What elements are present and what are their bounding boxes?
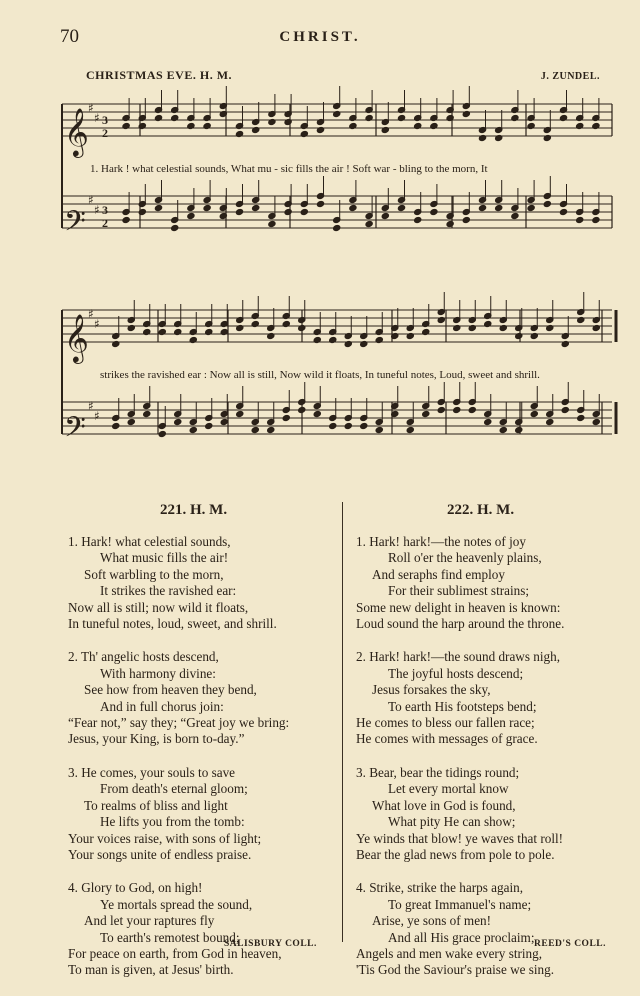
verse-line: With harmony divine: (100, 665, 216, 681)
verse-line: To realms of bliss and light (84, 797, 228, 813)
verse-line: 3. He comes, your souls to save (68, 764, 236, 780)
verse-line: To earth His footsteps bend; (388, 698, 537, 714)
verse-line: 2. Th' angelic hosts descend, (68, 649, 219, 665)
verse-line: Arise, ye sons of men! (372, 913, 492, 929)
column-divider (342, 502, 343, 942)
hymn-222-text (356, 534, 626, 996)
svg-text:♯: ♯ (88, 101, 94, 115)
running-head: CHRIST. (279, 29, 361, 45)
svg-text:♯: ♯ (88, 193, 94, 207)
svg-text:♯: ♯ (88, 307, 94, 321)
verse-line: Angels and men wake every string, (356, 945, 543, 961)
verse (356, 649, 626, 747)
verse-line: The joyful hosts descend; (388, 665, 524, 681)
verse-line: For their sublimest strains; (388, 583, 530, 599)
tune-lyric-line-1: 1. Hark ! what celestial sounds, What mu - sic fills the air ! Soft war - bling to the morn, It (90, 163, 488, 175)
verse-line: 4. Strike, strike the harps again, (356, 880, 524, 896)
verse-line: And seraphs find employ (372, 566, 505, 582)
verse-line: Let every mortal know (388, 781, 509, 797)
svg-text:𝄞: 𝄞 (64, 313, 89, 362)
verse-line: Bear the glad news from pole to pole. (356, 846, 555, 862)
verse-line: He comes to bless our fallen race; (356, 715, 535, 731)
verse-line: Ye mortals spread the sound, (100, 896, 253, 912)
hymn-221-text (68, 534, 338, 996)
verse-line: What love in God is found, (372, 797, 516, 813)
svg-text:3: 3 (102, 203, 108, 217)
svg-text:♯: ♯ (94, 317, 100, 331)
svg-text:♯: ♯ (94, 111, 100, 125)
tune-title: CHRISTMAS EVE. H. M. (86, 68, 233, 82)
verse-line: And all His grace proclaim; (388, 929, 535, 945)
svg-text:𝄢: 𝄢 (64, 411, 86, 451)
verse-line: He comes with messages of grace. (356, 731, 538, 747)
verse-line: And let your raptures fly (84, 913, 215, 929)
verse-line: What pity He can show; (388, 814, 516, 830)
verse-line: To great Immanuel's name; (388, 896, 532, 912)
svg-text:2: 2 (102, 126, 108, 140)
verse (356, 765, 626, 863)
staff-lines (62, 104, 612, 434)
verse-line: 4. Glory to God, on high! (68, 880, 203, 896)
verse-line: Jesus, your King, is born to-day.” (68, 731, 245, 747)
verse-line: Ye winds that blow! ye waves that roll! (356, 830, 564, 846)
verse (68, 534, 338, 632)
verse-line: Jesus forsakes the sky, (372, 682, 491, 698)
notes (112, 86, 601, 438)
verse (68, 649, 338, 747)
verse-line: For peace on earth, from God in heaven, (68, 945, 282, 961)
svg-text:♯: ♯ (88, 399, 94, 413)
composer: J. ZUNDEL. (540, 71, 600, 82)
verse-line: In tuneful notes, loud, sweet, and shrill. (68, 616, 277, 632)
svg-text:2: 2 (102, 216, 108, 230)
svg-text:𝄞: 𝄞 (64, 107, 89, 156)
verse-line: See how from heaven they bend, (84, 682, 257, 698)
verse-line: Now all is still; now wild it floats, (68, 599, 249, 615)
key-signature-sharps (88, 101, 100, 423)
verse-line: And in full chorus join: (100, 698, 224, 714)
verse-line: To earth's remotest bound; (100, 929, 240, 945)
svg-text:𝄢: 𝄢 (64, 205, 86, 245)
tune-lyric-line-2: strikes the ravished ear : Now all is still, Now wild it floats, In tuneful notes, Loud, sweet and shrill. (100, 369, 540, 381)
verse-line: It strikes the ravished ear: (100, 583, 237, 599)
verse-line: 1. Hark! hark!—the notes of joy (356, 534, 526, 549)
verse-line: Some new delight in heaven is known: (356, 599, 561, 615)
verse-line: From death's eternal gloom; (100, 781, 248, 797)
hymn-222-number: 222. H. M. (447, 502, 515, 518)
bar-lines (62, 104, 616, 434)
music-score (0, 0, 640, 470)
verse-line: 2. Hark! hark!—the sound draws nigh, (356, 649, 560, 665)
verse-line: 1. Hark! what celestial sounds, (68, 534, 231, 549)
hymn-221-number: 221. H. M. (160, 502, 228, 518)
svg-text:♯: ♯ (94, 409, 100, 423)
verse (68, 765, 338, 863)
svg-text:3: 3 (102, 113, 108, 127)
verse-line: He lifts you from the tomb: (100, 814, 245, 830)
verse-line: 3. Bear, bear the tidings round; (356, 764, 520, 780)
verse-line: Your voices raise, with sons of light; (68, 830, 262, 846)
verse-line: Loud sound the harp around the throne. (356, 616, 565, 632)
verse-line: 'Tis God the Saviour's praise we sing. (356, 962, 555, 978)
svg-text:♯: ♯ (94, 203, 100, 217)
verse-line: Soft warbling to the morn, (84, 566, 224, 582)
verse-line: To man is given, at Jesus' birth. (68, 962, 234, 978)
hymn-222-attribution: REED'S COLL. (534, 939, 606, 949)
verse-line: “Fear not,” say they; “Great joy we bring: (68, 715, 290, 731)
page-number: 70 (60, 26, 79, 47)
verse-line: Roll o'er the heavenly plains, (388, 550, 542, 566)
verse (68, 880, 338, 978)
verse (356, 534, 626, 632)
verse-line: What music fills the air! (100, 550, 229, 566)
verse-line: Your songs unite of endless praise. (68, 846, 252, 862)
hymn-221-attribution: SALISBURY COLL. (224, 939, 317, 949)
verse (356, 880, 626, 978)
